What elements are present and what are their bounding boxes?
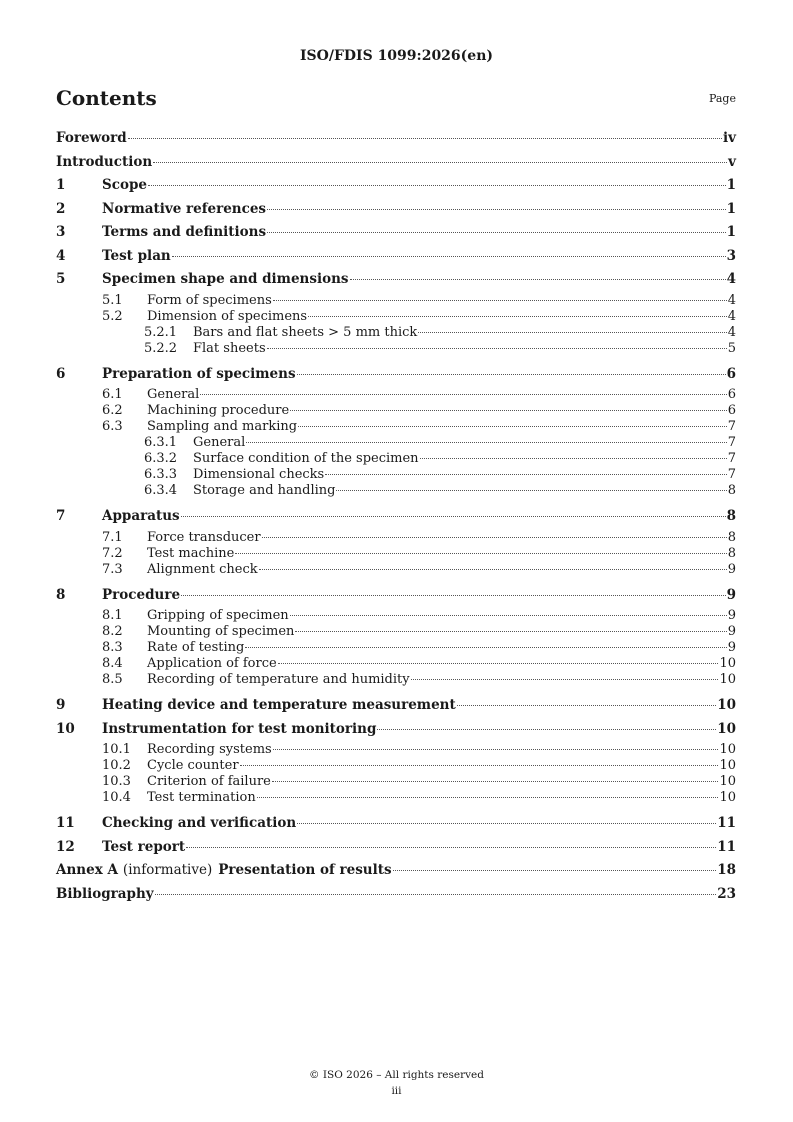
toc-entry-number: 2: [56, 200, 66, 217]
dot-leader: [336, 490, 726, 491]
toc-entry-title: Alignment check: [147, 561, 258, 577]
toc-entry[interactable]: [56, 860, 736, 884]
toc-entry-page: 10: [719, 774, 736, 789]
toc-entry-title: Dimensional checks: [193, 467, 325, 482]
toc-entry-title: Force transducer: [147, 529, 261, 545]
toc-entry-title: Criterion of failure: [147, 774, 271, 789]
toc-entry-number: 7.1: [102, 529, 123, 545]
toc-entry-title: Surface condition of the specimen: [193, 451, 419, 466]
toc-entry[interactable]: [56, 325, 736, 341]
dot-leader: [267, 348, 727, 349]
toc-entry-number: 10.4: [102, 790, 131, 805]
toc-entry-page: 8: [727, 545, 736, 561]
page-title: Contents: [56, 86, 157, 110]
toc-entry-title: Test machine: [147, 545, 235, 561]
toc-entry-page: 10: [719, 656, 736, 671]
toc-entry-title: Sampling and marking: [147, 419, 298, 434]
toc-entry-number: 5.2.2: [144, 340, 178, 356]
toc-entry[interactable]: [56, 246, 736, 270]
toc-entry-page: 5: [727, 340, 736, 356]
toc-entry-number: 11: [56, 815, 75, 831]
toc-entry-number: 6.3.4: [144, 483, 178, 498]
toc-entry[interactable]: [56, 758, 736, 774]
dot-leader: [240, 765, 719, 766]
toc-entry-title: Preparation of specimens: [102, 365, 296, 382]
toc-entry-title: Rate of testing: [147, 640, 245, 655]
toc-entry-page: 8: [726, 508, 736, 524]
toc-entry-number: 8.1: [102, 608, 123, 623]
toc-entry[interactable]: [56, 451, 736, 467]
toc-entry-number: 5.2: [102, 308, 123, 324]
toc-entry[interactable]: [56, 364, 736, 388]
toc-entry-title: Scope: [102, 177, 148, 193]
toc-entry-title: Flat sheets: [193, 340, 266, 356]
toc-entry[interactable]: [56, 813, 736, 837]
dot-leader: [297, 823, 716, 824]
toc-entry-title: General: [147, 387, 200, 402]
toc-entry-title: Heating device and temperature measurement: [102, 697, 456, 713]
toc-entry[interactable]: [56, 585, 736, 609]
toc-entry-number: 4: [56, 247, 66, 264]
toc-entry-title: Instrumentation for test monitoring: [102, 720, 377, 737]
dot-leader: [148, 185, 726, 186]
dot-leader: [411, 679, 719, 680]
toc-entry-title: Machining procedure: [147, 403, 290, 418]
toc-entry-page: 4: [726, 271, 736, 287]
toc-entry-page: 9: [727, 624, 736, 639]
toc-entry[interactable]: [56, 467, 736, 483]
dot-leader: [325, 474, 727, 475]
toc-entry-page: 9: [727, 640, 736, 655]
annex-title: Presentation of results: [218, 862, 392, 878]
page-footer: [0, 1067, 793, 1099]
toc-entry-number: 8.4: [102, 656, 123, 671]
toc-entry-page: 23: [717, 885, 736, 902]
page-number: iii: [391, 1085, 402, 1097]
toc-entry-page: 1: [726, 224, 736, 240]
toc-entry-number: 8.2: [102, 624, 123, 639]
dot-leader: [262, 537, 727, 538]
toc-entry-page: 8: [727, 529, 736, 545]
dot-leader: [457, 705, 716, 706]
toc-entry[interactable]: [56, 175, 736, 199]
toc-entry-page: 7: [727, 451, 736, 466]
dot-leader: [298, 426, 727, 427]
dot-leader: [245, 647, 726, 648]
toc-entry-title: Cycle counter: [147, 758, 239, 773]
document-header: ISO/FDIS 1099:2026(en): [299, 48, 493, 64]
toc-entry[interactable]: [56, 546, 736, 562]
toc-entry-title: Recording of temperature and humidity: [147, 672, 410, 687]
toc-entry[interactable]: [56, 341, 736, 357]
toc-entry[interactable]: [56, 483, 736, 499]
toc-entry-page: 10: [717, 720, 736, 737]
toc-entry-number: 6.2: [102, 403, 123, 418]
dot-leader: [278, 663, 719, 664]
toc-entry-number: 7: [56, 508, 66, 524]
toc-entry-number: 6.3.2: [144, 451, 178, 466]
toc-entry-page: 10: [719, 758, 736, 773]
toc-entry-page: 9: [727, 608, 736, 623]
dot-leader: [153, 162, 727, 163]
dot-leader: [235, 553, 726, 554]
toc-entry[interactable]: [56, 530, 736, 546]
toc-entry-title: Gripping of specimen: [147, 608, 289, 623]
toc-entry-title: Bars and flat sheets > 5 mm thick: [193, 324, 418, 340]
dot-leader: [272, 781, 719, 782]
dot-leader: [273, 749, 719, 750]
toc-entry[interactable]: [56, 656, 736, 672]
toc-entry-title: Checking and verification: [102, 815, 297, 831]
toc-entry[interactable]: [56, 672, 736, 688]
toc-entry-number: 6.3.3: [144, 467, 178, 482]
dot-leader: [297, 374, 726, 375]
dot-leader: [200, 394, 726, 395]
toc-entry-number: 7.2: [102, 545, 123, 561]
toc-entry-number: 10.2: [102, 758, 131, 773]
dot-leader: [350, 279, 726, 280]
dot-leader: [377, 729, 716, 730]
dot-leader: [155, 894, 717, 895]
toc-entry-number: 8.5: [102, 672, 123, 687]
dot-leader: [186, 847, 716, 848]
toc-entry[interactable]: [56, 419, 736, 435]
toc-entry-title: Test report: [102, 838, 186, 855]
toc-entry-page: 3: [726, 247, 736, 264]
toc-entry[interactable]: [56, 837, 736, 861]
dot-leader: [267, 209, 726, 210]
dot-leader: [295, 631, 726, 632]
toc-entry-page: 7: [727, 435, 736, 450]
toc-entry-number: 5.1: [102, 292, 123, 308]
toc-entry-page: 11: [717, 815, 736, 831]
toc-entry-page: 6: [727, 387, 736, 402]
page-column-label: Page: [708, 92, 736, 105]
dot-leader: [420, 458, 727, 459]
toc-entry-page: 10: [717, 697, 736, 713]
toc-entry[interactable]: [56, 293, 736, 309]
toc-entry-page: 1: [726, 177, 736, 193]
toc-entry[interactable]: [56, 640, 736, 656]
toc-entry-page: 8: [727, 483, 736, 498]
toc-entry[interactable]: [56, 719, 736, 743]
dot-leader: [267, 232, 726, 233]
toc-entry-page: 10: [719, 742, 736, 757]
dot-leader: [290, 410, 727, 411]
toc-entry-page: 18: [717, 862, 736, 878]
dot-leader: [257, 797, 719, 798]
toc-entry-title: Apparatus: [102, 508, 180, 524]
dot-leader: [181, 516, 726, 517]
toc-entry-page: 4: [727, 308, 736, 324]
toc-entry-number: 10: [56, 720, 75, 737]
toc-entry[interactable]: [56, 790, 736, 806]
toc-entry-title: Storage and handling: [193, 483, 336, 498]
toc-entry-title: Bibliography: [56, 885, 154, 902]
dot-leader: [128, 138, 722, 139]
toc-entry-title: Procedure: [102, 586, 181, 603]
toc-entry[interactable]: [56, 742, 736, 758]
toc-entry-title: Annex A: [56, 862, 118, 878]
dot-leader: [181, 595, 726, 596]
toc-entry-number: 5.2.1: [144, 324, 178, 340]
toc-entry-title: Foreword: [56, 130, 127, 146]
toc-entry[interactable]: [56, 506, 736, 530]
toc-entry-number: 8: [56, 586, 66, 603]
dot-leader: [259, 569, 727, 570]
toc-entry-page: 6: [727, 403, 736, 418]
toc-entry[interactable]: [56, 309, 736, 325]
toc-entry-title: Introduction: [56, 153, 153, 170]
dot-leader: [393, 870, 717, 871]
toc-entry-title: Test plan: [102, 247, 171, 264]
dot-leader: [418, 332, 726, 333]
toc-entry-page: v: [728, 153, 736, 170]
toc-entry[interactable]: [56, 152, 736, 176]
toc-entry[interactable]: [56, 774, 736, 790]
toc-entry[interactable]: [56, 624, 736, 640]
toc-entry-title: Normative references: [102, 200, 267, 217]
toc-entry[interactable]: [56, 608, 736, 624]
toc-entry-number: 6.1: [102, 387, 123, 402]
toc-entry-title: Test termination: [147, 790, 256, 805]
toc-entry[interactable]: [56, 128, 736, 152]
toc-entry-number: 6: [56, 365, 66, 382]
toc-entry-page: iv: [723, 130, 736, 146]
toc-entry-page: 9: [726, 586, 736, 603]
toc-entry-number: 12: [56, 838, 75, 855]
toc-entry-page: 9: [727, 561, 736, 577]
dot-leader: [308, 316, 727, 317]
toc-entry-page: 7: [727, 467, 736, 482]
toc-entry[interactable]: [56, 269, 736, 293]
toc-entry-number: 3: [56, 224, 66, 240]
toc-entry[interactable]: [56, 435, 736, 451]
toc-entry-number: 10.3: [102, 774, 131, 789]
toc-entry[interactable]: [56, 403, 736, 419]
toc-entry-number: 7.3: [102, 561, 123, 577]
toc-entry-number: 10.1: [102, 742, 131, 757]
toc-entry-title: Application of force: [147, 656, 277, 671]
toc-entry-number: 6.3.1: [144, 435, 178, 450]
dot-leader: [172, 256, 726, 257]
toc-entry-page: 7: [727, 419, 736, 434]
dot-leader: [246, 442, 726, 443]
copyright-notice: © ISO 2026 – All rights reserved: [309, 1069, 484, 1081]
toc-entry-page: 6: [726, 365, 736, 382]
toc-entry-page: 10: [719, 672, 736, 687]
toc-entry-page: 4: [727, 324, 736, 340]
toc-entry-page: 4: [727, 292, 736, 308]
dot-leader: [290, 615, 727, 616]
toc-entry-title: General: [193, 435, 246, 450]
toc-entry-number: 5: [56, 271, 66, 287]
toc-entry[interactable]: [56, 387, 736, 403]
toc-entry-title: Form of specimens: [147, 292, 272, 308]
toc-entry-title: Specimen shape and dimensions: [102, 271, 349, 287]
toc-entry[interactable]: [56, 562, 736, 578]
toc-entry-page: 11: [717, 838, 736, 855]
toc-entry-number: 9: [56, 697, 66, 713]
toc-entry-page: 10: [719, 790, 736, 805]
toc-entry-title: Mounting of specimen: [147, 624, 295, 639]
dot-leader: [273, 300, 727, 301]
toc-entry[interactable]: [56, 695, 736, 719]
toc-entry-number: 8.3: [102, 640, 123, 655]
toc-entry[interactable]: [56, 199, 736, 223]
toc-entry-number: 1: [56, 177, 66, 193]
annex-designation: (informative): [122, 862, 213, 878]
toc-entry[interactable]: [56, 884, 736, 908]
table-of-contents: [56, 128, 736, 907]
toc-entry-number: 6.3: [102, 419, 123, 434]
toc-entry-title: Terms and definitions: [102, 224, 267, 240]
toc-entry[interactable]: [56, 222, 736, 246]
toc-entry-title: Dimension of specimens: [147, 308, 308, 324]
toc-entry-page: 1: [726, 200, 736, 217]
toc-entry-title: Recording systems: [147, 742, 272, 757]
